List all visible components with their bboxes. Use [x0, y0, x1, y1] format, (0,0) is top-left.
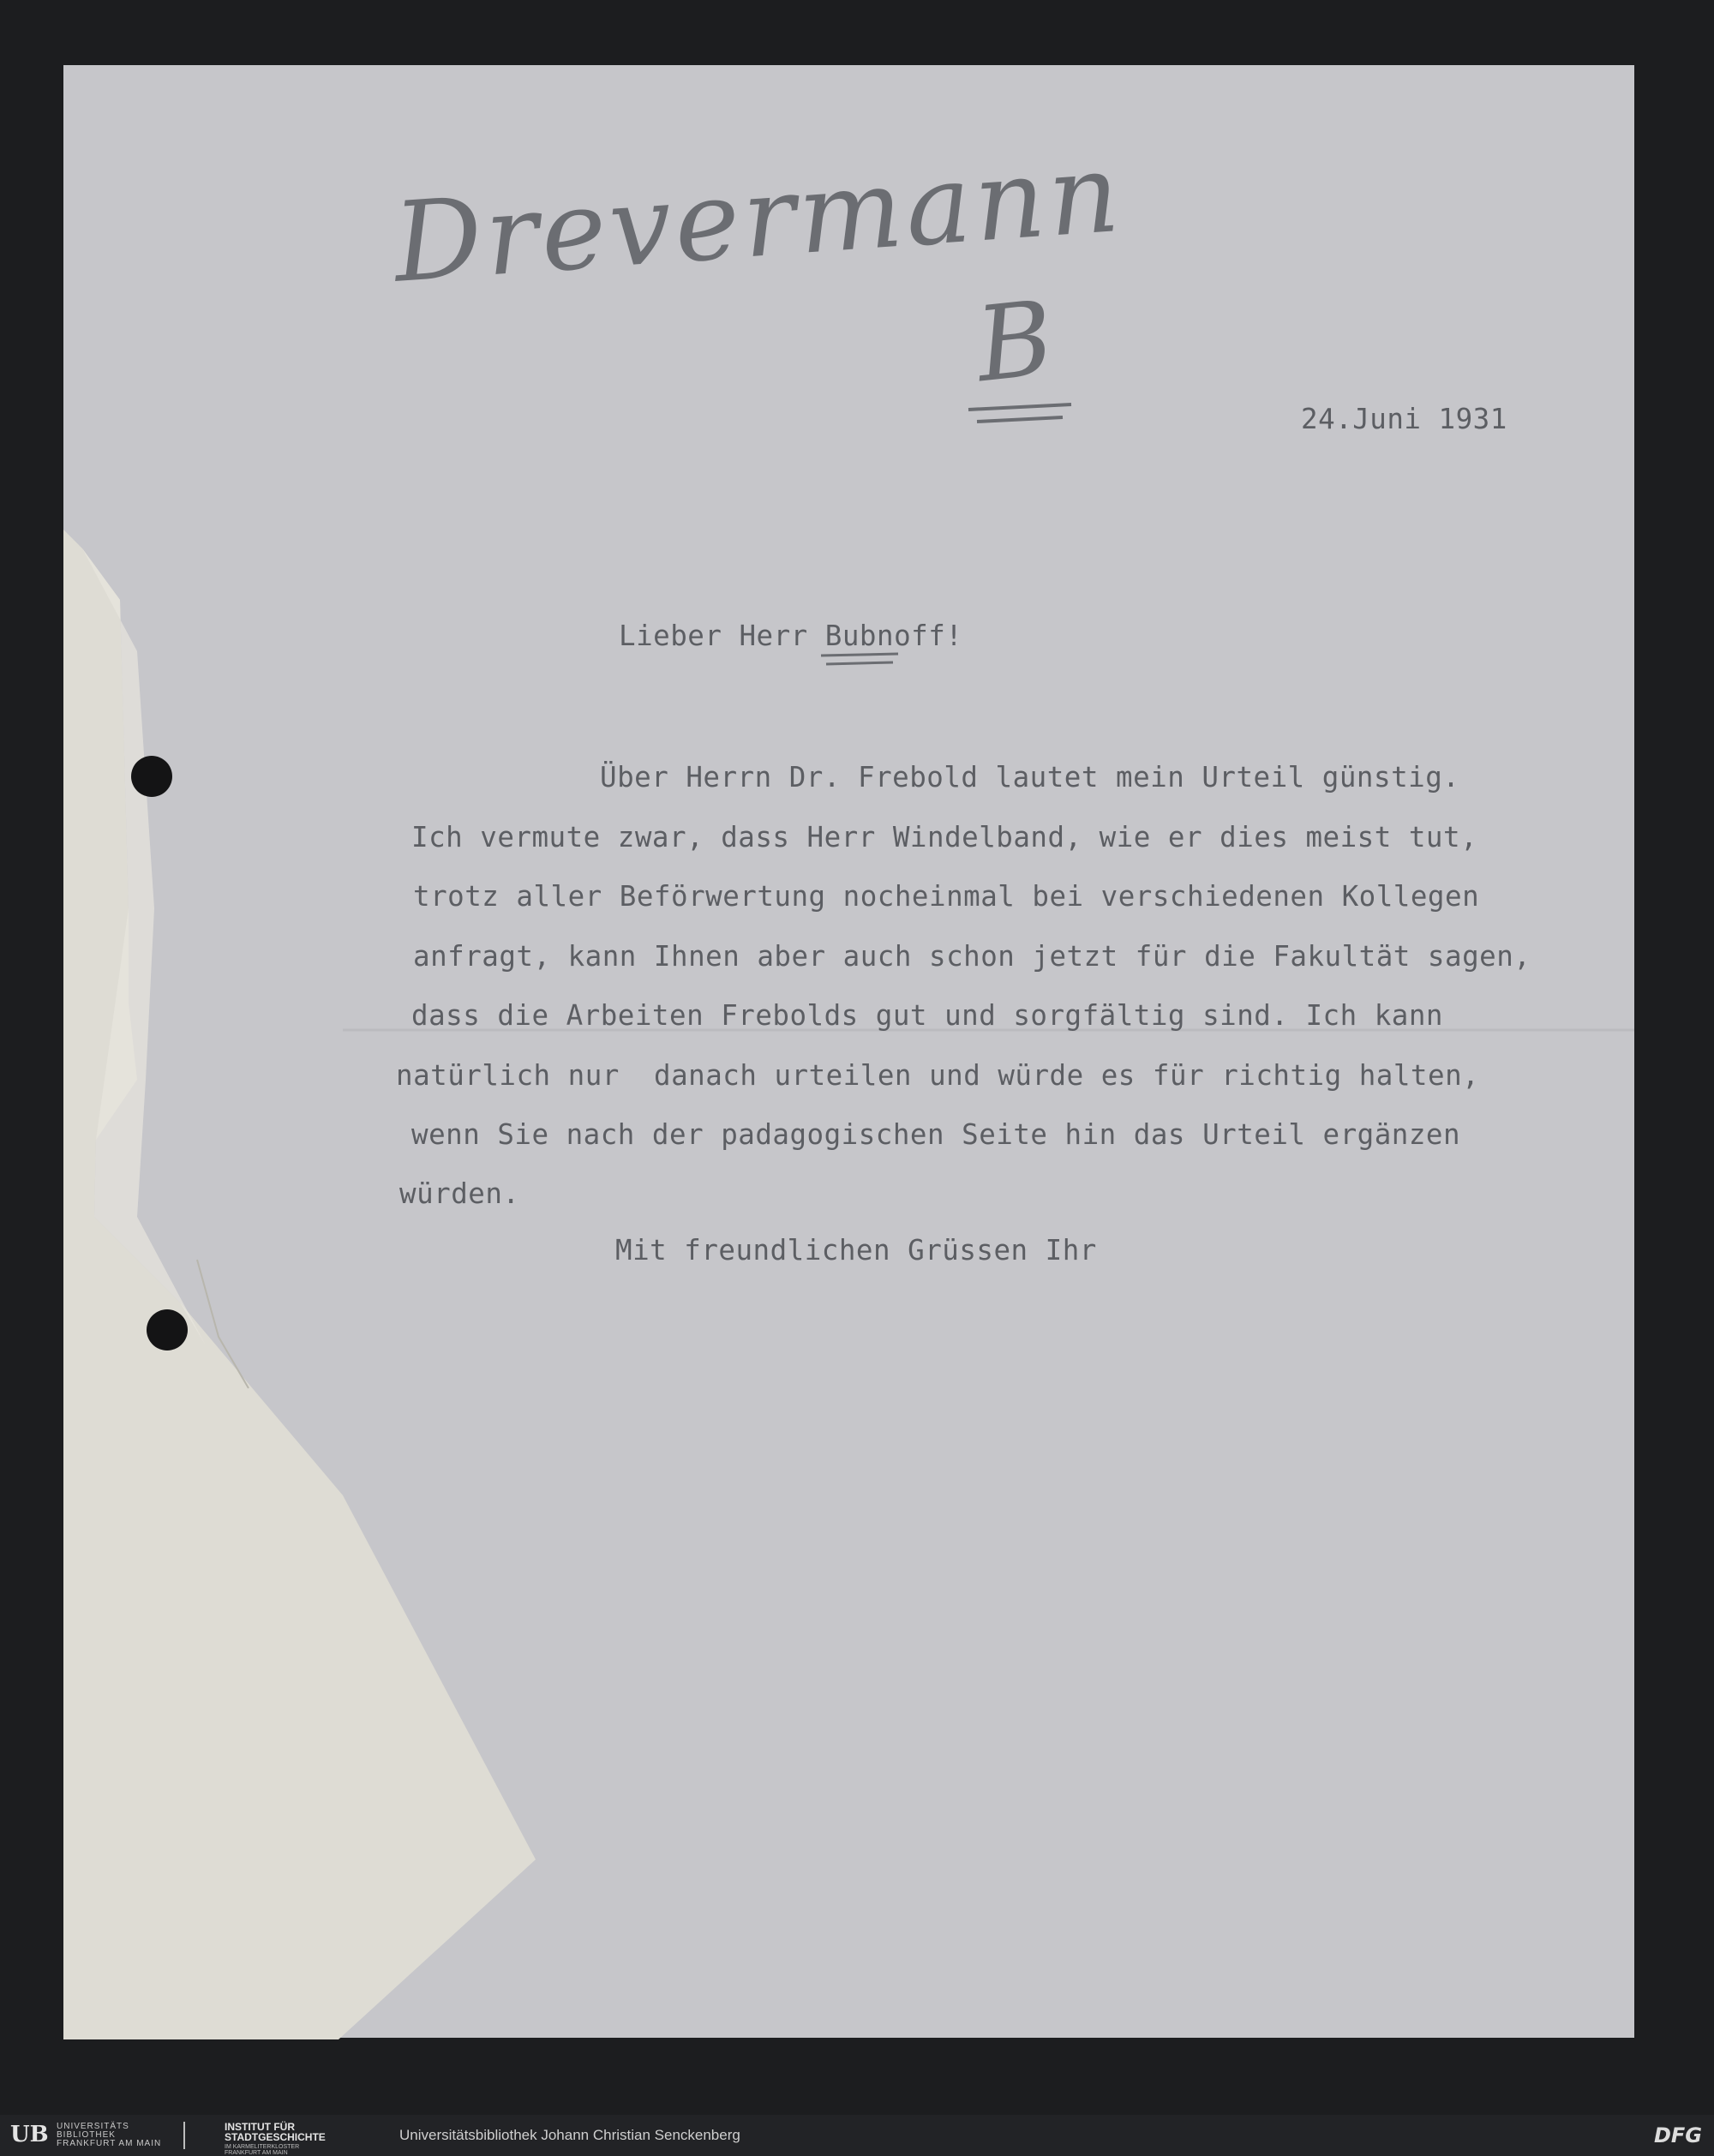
- body-line: natürlich nur danach urteilen und würde es für richtig halten,: [396, 1059, 1480, 1092]
- handwritten-name: Drevermann: [389, 129, 1127, 308]
- punch-hole-top: [131, 756, 172, 797]
- body-line: dass die Arbeiten Frebolds gut und sorgfältig sind. Ich kann: [411, 999, 1443, 1032]
- body-line: anfragt, kann Ihnen aber auch schon jetzt für die Fakultät sagen,: [413, 940, 1531, 973]
- isg-logo-subline: IM KARMELITERKLOSTER: [225, 2144, 300, 2150]
- isg-logo-subline: FRANKFURT AM MAIN: [225, 2150, 288, 2156]
- isg-logo-subtitle: [225, 2144, 299, 2156]
- closing: Mit freundlichen Grüssen Ihr: [615, 1234, 1097, 1267]
- footer-bar: [0, 2115, 1714, 2156]
- ub-logo-line: BIBLIOTHEK: [57, 2130, 116, 2140]
- body-line: würden.: [399, 1177, 520, 1210]
- ub-logo-subtitle: [57, 2123, 161, 2148]
- handwritten-mark: B: [970, 278, 1059, 406]
- footer-separator: [183, 2122, 214, 2149]
- isg-logo: [225, 2122, 326, 2142]
- salutation: Lieber Herr Bubnoff!: [619, 620, 963, 652]
- dfg-logo: DFG: [1653, 2123, 1702, 2147]
- ub-logo-line: FRANKFURT AM MAIN: [57, 2139, 162, 2148]
- body-line: Über Herrn Dr. Frebold lautet mein Urteil günstig.: [600, 761, 1460, 794]
- ub-logo: UB: [10, 2122, 49, 2147]
- library-name: Universitätsbibliothek Johann Christian Senckenberg: [399, 2127, 740, 2143]
- body-line: trotz aller Beförwertung nocheinmal bei verschiedenen Kollegen: [413, 880, 1480, 913]
- isg-logo-line: STADTGESCHICHTE: [225, 2131, 326, 2143]
- body-line: Ich vermute zwar, dass Herr Windelband, wie er dies meist tut,: [411, 821, 1478, 853]
- isg-logo-line: INSTITUT FÜR: [225, 2121, 295, 2133]
- punch-hole-bottom: [147, 1309, 188, 1350]
- body-line: wenn Sie nach der padagogischen Seite hin das Urteil ergänzen: [411, 1118, 1461, 1151]
- letter-date: 24.Juni 1931: [1301, 403, 1507, 435]
- ub-logo-line: UNIVERSITÄTS: [57, 2122, 129, 2131]
